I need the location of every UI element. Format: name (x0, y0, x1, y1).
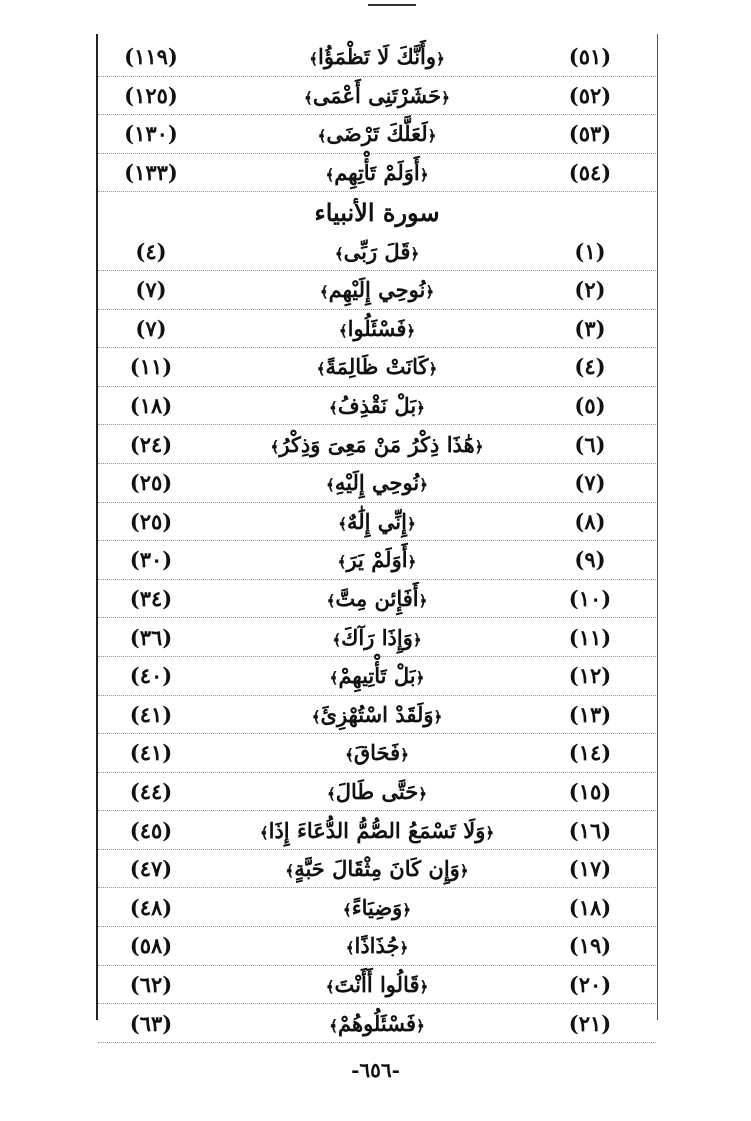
ornament-close-icon: ﴾ (325, 166, 335, 185)
verse-text: وَلَقَدْ اسْتُهْزِئَ (320, 701, 434, 727)
verse-number: (٩) (574, 547, 606, 573)
verse-text: وَإِن كَانَ مِثْقَالَ حَبَّةٍ (294, 856, 460, 882)
page-ref: (١٨) (129, 393, 173, 419)
verse-number: (١٨) (568, 894, 612, 920)
verse-text: إِنِّي إِلَٰهٌ (347, 508, 407, 534)
verse-number: (٢) (574, 277, 606, 303)
page-ref: (٤٨) (129, 894, 173, 920)
verse-text: فَسْئَلُوهُمْ (338, 1010, 416, 1036)
table-row (98, 657, 656, 696)
verse-number: (١٤) (568, 740, 612, 766)
ornament-close-icon: ﴾ (285, 862, 295, 881)
ornament-open-icon: ﴿ (425, 283, 435, 302)
ornament-open-icon: ﴿ (459, 862, 469, 881)
ornament-close-icon: ﴾ (329, 399, 338, 418)
table-row (98, 888, 656, 927)
page-ref: (٧) (135, 315, 167, 341)
verse-text-cell (329, 393, 425, 418)
verse-text-cell (312, 702, 443, 727)
page-ref: (١١) (129, 354, 173, 380)
ornament-close-icon: ﴾ (337, 553, 347, 572)
ornament-open-icon: ﴿ (410, 244, 420, 263)
page-ref: (٢٥) (129, 508, 173, 534)
page-ref: (٤٠) (129, 663, 173, 689)
ornament-open-icon: ﴿ (418, 592, 428, 611)
verse-text-cell (304, 83, 450, 108)
verse-number: (٥١) (568, 44, 612, 70)
page-ref: (١٣٠) (124, 121, 178, 147)
table-row (98, 232, 656, 271)
page-ref: (٣٤) (129, 586, 173, 612)
verse-text-cell (327, 586, 428, 611)
verse-number: (١٦) (568, 817, 612, 843)
ornament-open-icon: ﴿ (427, 127, 437, 146)
ornament-close-icon: ﴾ (304, 88, 313, 107)
ornament-open-icon: ﴿ (436, 50, 445, 69)
verse-text: هَٰذَا ذِكْرُ مَنْ مَعِىَ وَذِكْرُ (279, 431, 475, 457)
ornament-open-icon: ﴿ (441, 88, 450, 107)
verse-text-cell (327, 779, 427, 804)
ornament-close-icon: ﴾ (329, 669, 339, 688)
verse-number: (١٩) (568, 933, 612, 959)
verse-text: أَوَلَمْ تَأْتِهِم (334, 160, 420, 186)
verse-text-cell (345, 740, 409, 765)
ornament-open-icon: ﴿ (418, 784, 428, 803)
ornament-open-icon: ﴿ (407, 514, 416, 533)
table-row (98, 927, 656, 966)
page-ref: (٥٨) (129, 933, 173, 959)
verse-text-cell (338, 509, 416, 534)
table-row (98, 425, 656, 464)
ornament-open-icon: ﴿ (412, 630, 422, 649)
verse-text-cell (330, 663, 425, 688)
ornament-open-icon: ﴿ (415, 669, 425, 688)
verse-text: وَلَا تَسْمَعُ الصُّمُّ الدُّعَاءَ إِذَا (268, 817, 486, 843)
page-ref: (٣٠) (129, 547, 173, 573)
table-row (98, 696, 656, 735)
verse-number: (١٠) (568, 586, 612, 612)
ornament-close-icon: ﴾ (329, 1016, 339, 1035)
ornament-open-icon: ﴿ (400, 746, 409, 765)
table-row (98, 115, 656, 154)
table-row (98, 387, 656, 426)
page-ref: (٤١) (129, 701, 173, 727)
table-row (98, 77, 656, 116)
ornament-open-icon: ﴿ (419, 166, 429, 185)
page-ref: (٧) (135, 277, 167, 303)
ornament-close-icon: ﴾ (326, 476, 335, 495)
page-ref: (٤٧) (129, 856, 173, 882)
table-row (98, 811, 656, 850)
verse-text-cell (346, 933, 409, 958)
verse-text: فَسْئَلُوا (347, 315, 407, 341)
ornament-open-icon: ﴿ (415, 1016, 425, 1035)
page-ref: (٦٣) (129, 1010, 173, 1036)
ornament-open-icon: ﴿ (402, 900, 412, 919)
ornament-open-icon: ﴿ (399, 939, 409, 958)
page-ref: (٤٤) (129, 778, 173, 804)
verse-number: (٥) (574, 393, 606, 419)
verse-text: أَفَإِئن مِتَّ (335, 586, 419, 612)
verse-text-cell (343, 895, 411, 920)
table-row (98, 618, 656, 657)
verse-number: (٥٤) (568, 160, 612, 186)
section-title: سورة الأنبياء (314, 197, 440, 227)
verse-text: وَضِيَاءً (351, 894, 403, 920)
verse-number: (٢١) (568, 1010, 612, 1036)
page-number: -٦٥٦- (351, 1058, 400, 1082)
ornament-close-icon: ﴾ (311, 707, 321, 726)
top-rule (368, 4, 416, 6)
verse-number: (٨) (574, 508, 606, 534)
ornament-close-icon: ﴾ (338, 514, 347, 533)
ornament-open-icon: ﴿ (419, 476, 428, 495)
ornament-open-icon: ﴿ (407, 553, 417, 572)
verse-text: حَشَرْتَنِى أَعْمَى (312, 82, 442, 108)
verse-text: قَالُوا أَأَنْتَ (334, 971, 420, 997)
ornament-open-icon: ﴿ (474, 437, 484, 456)
ornament-open-icon: ﴿ (485, 823, 495, 842)
ornament-close-icon: ﴾ (309, 50, 318, 69)
verse-text: وَإِذَا رَآكَ (341, 624, 413, 650)
verse-text-cell (309, 44, 445, 69)
verse-number: (١١) (568, 624, 612, 650)
table-row (98, 348, 656, 387)
table-row (98, 38, 656, 77)
verse-number: (٧) (574, 470, 606, 496)
ornament-open-icon: ﴿ (419, 977, 429, 996)
table-row (98, 464, 656, 503)
verse-text: فَحَاقَ (353, 740, 401, 766)
verse-text-cell (338, 547, 417, 572)
verse-text-cell (271, 432, 484, 457)
verse-text: نُوحِي إِلَيْهِ (334, 470, 420, 496)
verse-number: (١٧) (568, 856, 612, 882)
page-ref: (١١٩) (124, 44, 178, 70)
verse-number: (١٥) (568, 778, 612, 804)
verse-text: بَلْ نَقْذِفُ (337, 393, 417, 419)
verse-text: بَلْ تَأْتِيهِمْ (338, 663, 416, 689)
ornament-close-icon: ﴾ (345, 939, 355, 958)
ornament-open-icon: ﴿ (406, 321, 416, 340)
verse-number: (١) (574, 238, 606, 264)
page-ref: (٤) (135, 238, 167, 264)
verse-number: (٢٠) (568, 971, 612, 997)
verse-text: نُوحِي إِلَيْهِم (328, 277, 426, 303)
verse-text: وأَنَّكَ لَا تَظْمَؤُا (318, 44, 437, 70)
ornament-close-icon: ﴾ (338, 321, 348, 340)
table-row (98, 154, 656, 193)
verse-text-cell (326, 470, 428, 495)
table-row (98, 310, 656, 349)
ornament-close-icon: ﴾ (326, 784, 336, 803)
table-row (98, 271, 656, 310)
ornament-close-icon: ﴾ (334, 244, 344, 263)
section-heading-row (98, 192, 656, 232)
ornament-close-icon: ﴾ (317, 127, 327, 146)
page-ref: (٦٢) (129, 971, 173, 997)
table-row (98, 850, 656, 889)
ornament-open-icon: ﴿ (428, 360, 438, 379)
table-row (98, 503, 656, 542)
page-ref: (١٣٣) (124, 160, 178, 186)
verse-number: (١٢) (568, 663, 612, 689)
ornament-close-icon: ﴾ (270, 437, 280, 456)
page-ref: (٢٥) (129, 470, 173, 496)
verse-text: جُذَاذًا (354, 933, 400, 959)
verse-text-cell (285, 856, 468, 881)
verse-text: حَتَّى طَالَ (335, 778, 419, 804)
verse-text-cell (329, 1011, 425, 1036)
verse-text: قَلَ رَبِّى (343, 238, 411, 264)
verse-text: أَوَلَمْ يَرَ (346, 547, 408, 573)
ornament-close-icon: ﴾ (319, 283, 329, 302)
ornament-open-icon: ﴿ (416, 399, 425, 418)
verse-number: (٣) (574, 315, 606, 341)
ornament-open-icon: ﴿ (433, 707, 443, 726)
verse-text-cell (318, 121, 437, 146)
table-row (98, 773, 656, 812)
verse-text-cell (260, 818, 494, 843)
table-row (98, 1004, 656, 1043)
table-row (98, 734, 656, 773)
ornament-close-icon: ﴾ (342, 900, 352, 919)
verse-text-cell (332, 625, 421, 650)
table-row (98, 580, 656, 619)
page-ref: (٤٥) (129, 817, 173, 843)
ornament-close-icon: ﴾ (325, 977, 335, 996)
verse-number: (٥٢) (568, 82, 612, 108)
page-ref: (٤١) (129, 740, 173, 766)
verse-number: (٤) (574, 354, 606, 380)
ornament-close-icon: ﴾ (259, 823, 269, 842)
verse-text: لَعَلَّكَ تَرْضَى (326, 121, 428, 147)
ornament-close-icon: ﴾ (326, 592, 336, 611)
verse-text-cell (326, 160, 429, 185)
table-row (98, 966, 656, 1005)
verse-text-cell (320, 277, 434, 302)
ornament-close-icon: ﴾ (345, 746, 354, 765)
page-ref: (٢٤) (129, 431, 173, 457)
index-table (98, 38, 656, 1043)
ornament-close-icon: ﴾ (316, 360, 326, 379)
verse-text-cell (335, 239, 419, 264)
page-ref: (٣٦) (129, 624, 173, 650)
verse-number: (٦) (574, 431, 606, 457)
verse-text-cell (317, 354, 438, 379)
verse-text-cell (326, 972, 429, 997)
page-ref: (١٢٥) (124, 82, 178, 108)
verse-number: (٥٣) (568, 121, 612, 147)
verse-text-cell (339, 316, 415, 341)
table-row (98, 541, 656, 580)
verse-number: (١٣) (568, 701, 612, 727)
verse-text: كَانَتْ ظَالِمَةً (325, 354, 429, 380)
ornament-close-icon: ﴾ (332, 630, 342, 649)
